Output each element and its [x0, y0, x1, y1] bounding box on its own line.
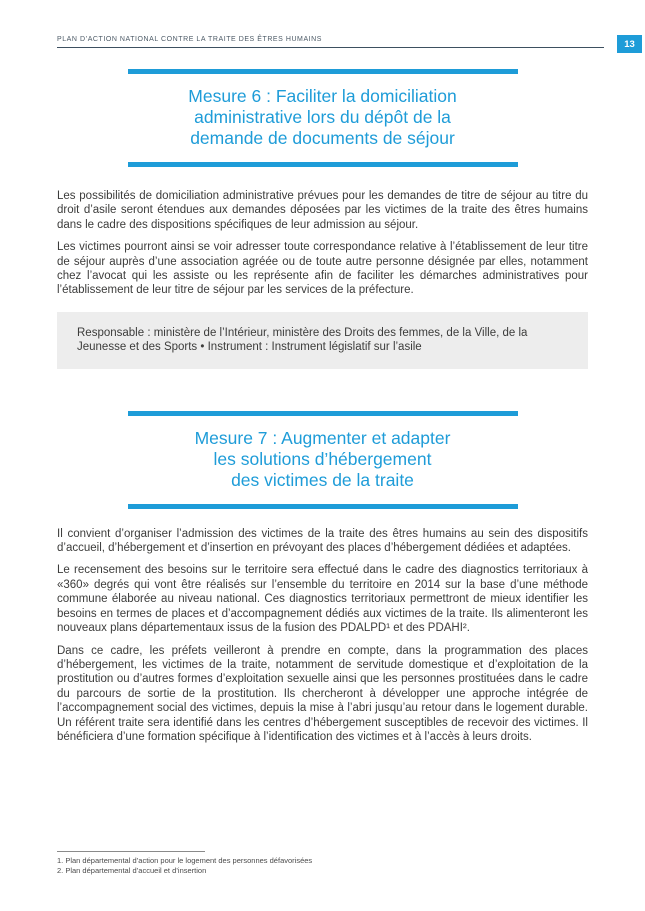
measure-6-paragraph-1: Les possibilités de domiciliation administrative prévues pour les demandes de titre de séjour au titre du droit d’asile seront étendues aux demandes déposées par les victimes de la traite des êtres humains dans le cadre des dispositions spécifiques de leur admission au séjour.	[57, 190, 588, 231]
footnote-rule	[57, 851, 205, 852]
measure-6-title	[57, 86, 588, 149]
responsable-box	[57, 312, 588, 369]
measure-7-title	[57, 428, 588, 491]
measure-6-title-line-1: Mesure 6 : Faciliter la domiciliation	[188, 86, 457, 106]
measure-7-top-bar	[128, 411, 518, 416]
measure-7-title-line-1: Mesure 7 : Augmenter et adapter	[194, 427, 451, 448]
header-rule	[57, 47, 604, 48]
measure-6-heading-block	[57, 69, 588, 167]
measure-6-bottom-bar	[128, 162, 518, 167]
measure-7-paragraph-2: Le recensement des besoins sur le territoire sera effectué dans le cadre des diagnostics territoriaux à «360» degrés qui vont être réalisés sur l’ensemble du territoire en 2014 sur la base d’une méthode commune élaborée au niveau national. Ces diagnostics territoriaux permettront de mieux identifier les besoins en termes de places et d’accompagnement dédiés aux victimes de la traite. Ils alimenteront les nouveaux plans départementaux issus de la fusion des PDALPD¹ et des PDAHI².	[57, 564, 588, 635]
footnote-1: 1. Plan départemental d’action pour le logement des personnes défavorisées	[57, 856, 313, 865]
measure-7-paragraph-3: Dans ce cadre, les préfets veilleront à prendre en compte, dans la programmation des places d’hébergement, les victimes de la traite, notamment de servitude domestique et d’exploitation de la prostitution ou d’autres formes d’exploitation sexuelle ainsi que les personnes prostituées dans le cadre du parcours de sortie de la prostitution. Ils chercheront à développer une approche intégrée de l’accompagnement social des victimes, depuis la mise à l’abri jusqu’au retour dans le logement durable. Un référent traite sera identifié dans les centres d’hébergement susceptibles de recevoir des victimes. Il bénéficiera d’une formation spécifique à l’identification des victimes et à l’accès à leurs droits.	[57, 644, 588, 743]
page-number-badge	[617, 35, 642, 53]
footnote-2: 2. Plan départemental d’accueil et d’insertion	[57, 865, 207, 875]
measure-7-title-line-3: des victimes de la traite	[231, 469, 414, 490]
measure-6-paragraph-2: Les victimes pourront ainsi se voir adresser toute correspondance relative à l’établissement de leur titre de séjour auprès d’une association agréée ou de toute autre personne désignée par elles, notamment chez l’avocat qui les assiste ou les représente afin de faciliter les démarches administratives pour l’établissement de leur titre de séjour par les services de la préfecture.	[57, 241, 588, 297]
footnotes	[57, 851, 312, 875]
page-content	[0, 36, 645, 744]
measure-6-top-bar	[128, 69, 518, 74]
measure-7-bottom-bar	[128, 504, 518, 509]
page-number: 13	[624, 38, 635, 50]
measure-7-title-line-2: les solutions d’hébergement	[213, 448, 432, 469]
measure-7-heading-block	[57, 411, 588, 509]
page-header	[57, 36, 588, 48]
responsable-text: Responsable : ministère de l’Intérieur, ministère des Droits des femmes, de la Ville, de la Jeunesse et des Sports • Instrument : Instrument législatif sur l’asile	[77, 326, 528, 354]
measure-6-title-line-3: demande de documents de séjour	[190, 128, 455, 148]
measure-7-paragraph-1: Il convient d’organiser l’admission des victimes de la traite des êtres humains au sein des dispositifs d’accueil, d’hébergement et d’insertion en prévoyant des places d’hébergement dédiées et adaptées.	[57, 527, 588, 555]
measure-6-title-line-2: administrative lors du dépôt de la	[194, 107, 451, 127]
running-header-title: PLAN D’ACTION NATIONAL CONTRE LA TRAITE DES ÊTRES HUMAINS	[57, 36, 322, 43]
